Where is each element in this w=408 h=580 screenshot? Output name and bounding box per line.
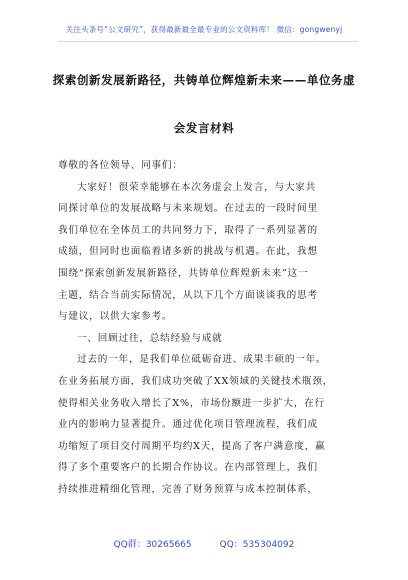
document-title-line2: 会发言材料 xyxy=(173,121,235,135)
salutation: 尊敬的各位领导、同事们： xyxy=(58,160,183,171)
paragraph-line: 过去的一年，是我们单位砥砺奋进、成果丰硕的一年。 xyxy=(77,354,327,366)
paragraph-line: 我们单位在全体员工的共同努力下，取得了一系列显著的 xyxy=(58,224,318,236)
qq-group-number: QQ群：30265665 xyxy=(113,540,192,550)
footer-contact xyxy=(0,537,408,550)
paragraph-line: 在业务拓展方面，我们成功突破了XX领域的关键技术瓶颈， xyxy=(58,375,334,387)
section-heading: 一、回顾过往，总结经验与成就 xyxy=(77,332,223,344)
paragraph-line: 业内的影响力显著提升。通过优化项目管理流程，我们成 xyxy=(58,419,318,431)
paragraph-line: 功缩短了项目交付周期平均约X天，提高了客户满意度，赢 xyxy=(58,440,326,452)
qq-number: QQ：535304092 xyxy=(219,540,295,550)
paragraph-line: 主题，结合当前实际情况，从以下几个方面谈谈我的思考 xyxy=(58,289,318,301)
paragraph-line: 同探讨单位的发展战略与未来规划。在过去的一段时间里 xyxy=(58,203,318,215)
paragraph-line: 围绕“探索创新发展新路径，共铸单位辉煌新未来”这一 xyxy=(58,267,309,279)
paragraph-line: 得了多个重要客户的长期合作协议。在内部管理上，我们 xyxy=(58,462,318,474)
header-divider xyxy=(58,41,358,42)
paragraph-line: 成绩，但同时也面临着诸多新的挑战与机遇。在此，我想 xyxy=(58,246,318,258)
paragraph-line: 使得相关业务收入增长了X%，市场份额进一步扩大，在行 xyxy=(58,397,325,409)
paragraph-line: 持续推进精细化管理，完善了财务预算与成本控制体系， xyxy=(58,483,318,495)
paragraph-line: 大家好！很荣幸能够在本次务虚会上发言，与大家共 xyxy=(77,181,317,193)
paragraph-line: 与建议，以供大家参考。 xyxy=(58,311,173,323)
header-banner: 关注头条号“公文研究”，获得最新最全最专业的公文资料库！ 微信：gongwenyj xyxy=(65,25,343,34)
document-title-line1: 探索创新发展新路径，共铸单位辉煌新未来——单位务虚 xyxy=(52,73,356,87)
document-body xyxy=(58,155,354,501)
